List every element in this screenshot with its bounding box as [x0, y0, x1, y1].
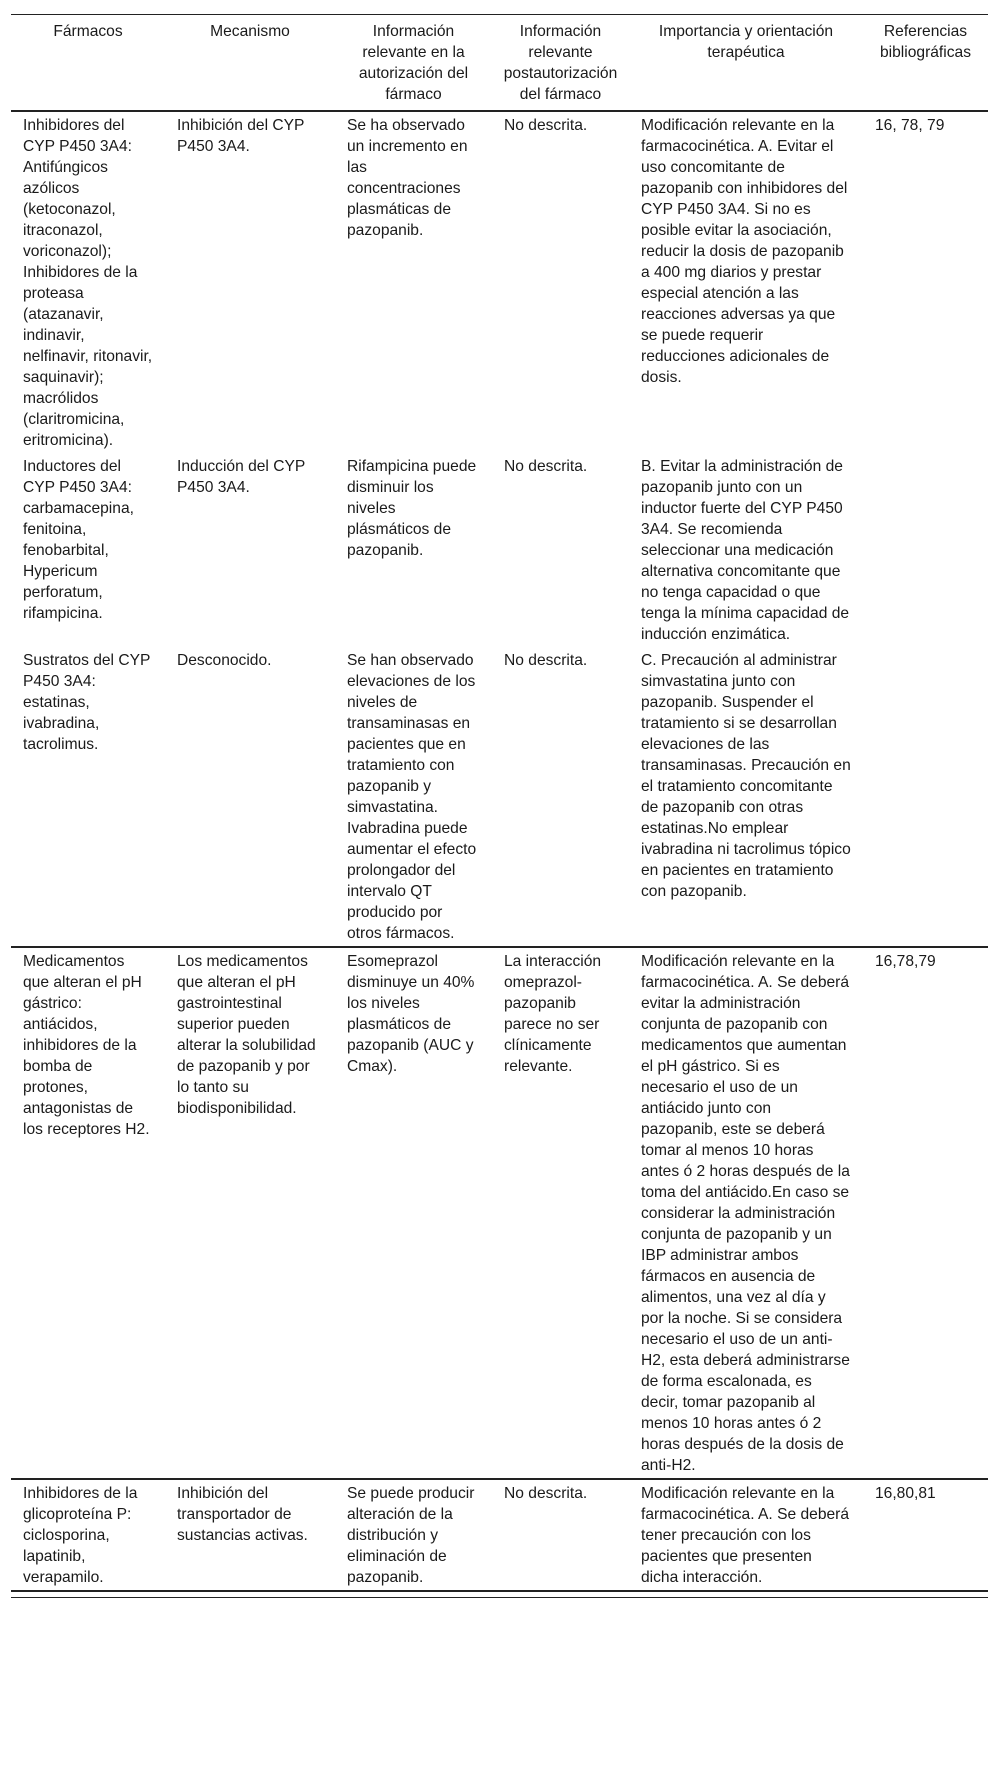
cell-info-postautorizacion: No descrita.: [504, 652, 588, 669]
cell-info-postautorizacion: No descrita.: [504, 458, 588, 475]
cell-importancia: Modificación relevante en la farmacocinética. A. Se deberá tener precaución con los pacientes que presenten dicha interacción.: [641, 1485, 850, 1586]
header-importancia: Importancia y orientación terapéutica: [658, 23, 834, 61]
table-body: [11, 111, 988, 1591]
header-farmacos: Fármacos: [53, 23, 123, 40]
table-row: [11, 453, 988, 647]
cell-importancia: B. Evitar la administración de pazopanib junto con un inductor fuerte del CYP P450 3A4. Se recomienda seleccionar una medicación alternativa concomitante que no tenga capacidad o que tenga la mínima capacidad de inducción enzimática.: [641, 458, 850, 643]
table-row: [11, 947, 988, 1479]
table-header: [11, 15, 988, 112]
cell-info-postautorizacion: La interacción omeprazol-pazopanib parece no ser clínicamente relevante.: [504, 953, 602, 1075]
cell-info-postautorizacion: No descrita.: [504, 1485, 588, 1502]
cell-referencias: 16,80,81: [875, 1485, 936, 1502]
cell-info-autorizacion: Esomeprazol disminuye un 40% los niveles plasmáticos de pazopanib (AUC y Cmax).: [347, 953, 475, 1075]
header-info-postautorizacion: Información relevante postautorización del fármaco: [503, 23, 618, 103]
cell-info-autorizacion: Se ha observado un incremento en las concentraciones plasmáticas de pazopanib.: [347, 117, 468, 239]
header-row: [11, 15, 988, 112]
cell-referencias: 16,78,79: [875, 953, 936, 970]
drug-interaction-table-container: [11, 14, 988, 1598]
cell-farmacos: Inhibidores de la glicoproteína P: ciclosporina, lapatinib, verapamilo.: [23, 1485, 138, 1586]
cell-info-autorizacion: Rifampicina puede disminuir los niveles plásmáticos de pazopanib.: [347, 458, 477, 559]
cell-mecanismo: Los medicamentos que alteran el pH gastrointestinal superior pueden alterar la solubilidad de pazopanib y por lo tanto su biodisponibilidad.: [177, 953, 316, 1117]
cell-referencias: [863, 647, 988, 947]
table-bottom-rule: [11, 1597, 988, 1598]
cell-mecanismo: Inhibición del CYP P450 3A4.: [177, 117, 305, 155]
cell-info-postautorizacion: No descrita.: [504, 117, 588, 134]
cell-mecanismo: Inducción del CYP P450 3A4.: [177, 458, 306, 496]
cell-importancia: Modificación relevante en la farmacocinética. A. Evitar el uso concomitante de pazopanib con inhibidores del CYP P450 3A4. Si no es posible evitar la asociación, reducir la dosis de pazopanib a 400 mg diarios y prestar especial atención a las reacciones adversas ya que se puede requerir reducciones adicionales de dosis.: [641, 117, 848, 386]
header-mecanismo: Mecanismo: [210, 23, 290, 40]
cell-importancia: C. Precaución al administrar simvastatina junto con pazopanib. Suspender el tratamiento si se desarrollan elevaciones de las transaminasas. Precaución en el tratamiento concomitante de pazopanib con otras estatinas.No emplear ivabradina ni tacrolimus tópico en pacientes en tratamiento con pazopanib.: [641, 652, 851, 900]
cell-referencias: [863, 453, 988, 647]
header-info-autorizacion: Información relevante en la autorización del fármaco: [358, 23, 469, 103]
cell-info-autorizacion: Se han observado elevaciones de los niveles de transaminasas en pacientes que en tratamiento con pazopanib y simvastatina. Ivabradina puede aumentar el efecto prolongador del intervalo QT producido por otros fármacos.: [347, 652, 477, 942]
table-row: [11, 647, 988, 947]
cell-mecanismo: Inhibición del transportador de sustancias activas.: [177, 1485, 308, 1544]
cell-importancia: Modificación relevante en la farmacocinética. A. Se deberá evitar la administración conjunta de pazopanib con medicamentos que aumentan el pH gástrico. Si es necesario el uso de un antiácido junto con pazopanib, este se deberá tomar al menos 10 horas antes ó 2 horas después de la toma del antiácido.En caso se considerar la administración conjunta de pazopanib y un IBP administrar ambos fármacos en ausencia de alimentos, una vez al día y por la noche. Si se considera necesario el uso de un anti-H2, esta deberá administrarse de forma escalonada, es decir, tomar pazopanib al menos 10 horas antes ó 2 horas después de la dosis de anti-H2.: [641, 953, 850, 1474]
cell-farmacos: Sustratos del CYP P450 3A4: estatinas, ivabradina, tacrolimus.: [23, 652, 151, 753]
cell-farmacos: Inhibidores del CYP P450 3A4: Antifúngicos azólicos (ketoconazol, itraconazol, voriconazol); Inhibidores de la proteasa (atazanavir, indinavir, nelfinavir, ritonavir, saquinavir); macrólidos (claritromicina, eritromicina).: [23, 117, 153, 449]
cell-farmacos: Medicamentos que alteran el pH gástrico: antiácidos, inhibidores de la bomba de protones, antagonistas de los receptores H2.: [23, 953, 150, 1138]
table-row: [11, 1479, 988, 1591]
cell-mecanismo: Desconocido.: [177, 652, 272, 669]
drug-interaction-table: [11, 14, 988, 1592]
cell-info-autorizacion: Se puede producir alteración de la distribución y eliminación de pazopanib.: [347, 1485, 475, 1586]
cell-referencias: 16, 78, 79: [875, 117, 945, 134]
table-row: [11, 111, 988, 453]
header-referencias: Referencias bibliográficas: [879, 23, 971, 61]
cell-farmacos: Inductores del CYP P450 3A4: carbamacepina, fenitoina, fenobarbital, Hypericum perforatum, rifampicina.: [23, 458, 134, 622]
